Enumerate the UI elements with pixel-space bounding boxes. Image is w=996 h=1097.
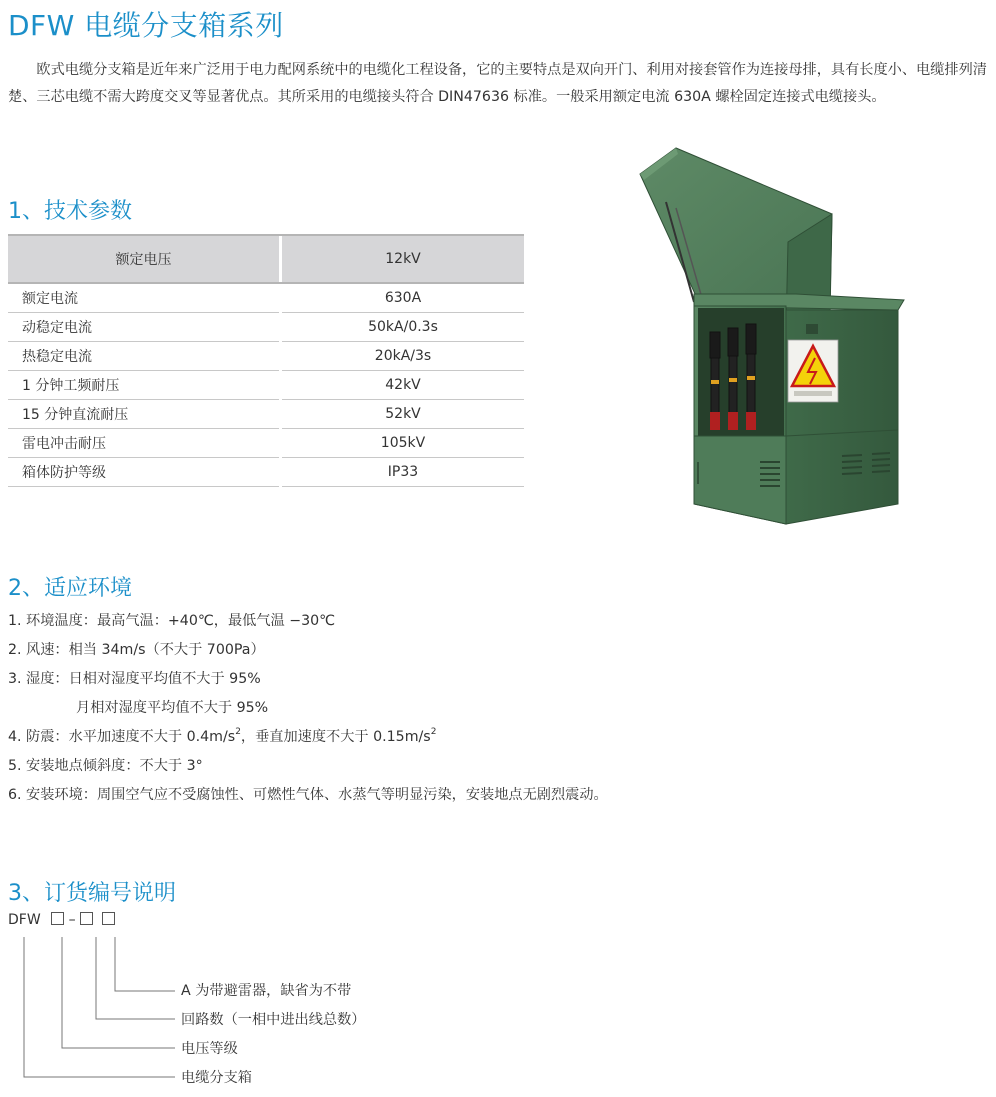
- spec-value: 12kV: [282, 235, 524, 283]
- spec-label: 箱体防护等级: [8, 458, 279, 487]
- list-item: 6. 安装环境：周围空气应不受腐蚀性、可燃性气体、水蒸气等明显污染，安装地点无剧烈震动。: [8, 787, 608, 803]
- code-dash: –: [68, 912, 76, 928]
- spec-value: 50kA/0.3s: [282, 313, 524, 342]
- list-item: 3. 湿度：日相对湿度平均值不大于 95%: [8, 671, 261, 687]
- section-heading-environment: 2、适应环境: [8, 576, 132, 601]
- spec-value: 42kV: [282, 371, 524, 400]
- spec-label: 动稳定电流: [8, 313, 279, 342]
- seismic-text-b: ，垂直加速度不大于 0.15m/s: [240, 729, 431, 745]
- spec-value: IP33: [282, 458, 524, 487]
- legend-item: 回路数（一相中进出线总数）: [181, 1012, 366, 1028]
- list-item: 5. 安装地点倾斜度：不大于 3°: [8, 758, 203, 774]
- list-item: 2. 风速：相当 34m/s（不大于 700Pa）: [8, 642, 265, 658]
- spec-value: 105kV: [282, 429, 524, 458]
- code-prefix: DFW: [8, 912, 41, 928]
- spec-value: 630A: [282, 283, 524, 313]
- superscript: 2: [430, 727, 437, 738]
- legend-item: 电缆分支箱: [181, 1070, 252, 1086]
- spec-label: 雷电冲击耐压: [8, 429, 279, 458]
- intro-text: 欧式电缆分支箱是近年来广泛用于电力配网系统中的电缆化工程设备，它的主要特点是双向开门、利用对接套管作为连接母排，具有长度小、电缆排列清楚、三芯电缆不需大跨度交叉等显著优点。其所采用的电缆接头符合 DIN47636 标准。一般采用额定电流 630A 螺栓固定连接式电缆接头。: [8, 62, 987, 105]
- spec-label: 额定电压: [8, 235, 279, 283]
- spec-label: 1 分钟工频耐压: [8, 371, 279, 400]
- legend-item: 电压等级: [181, 1041, 238, 1057]
- seismic-text-a: 4. 防震：水平加速度不大于 0.4m/s: [8, 729, 236, 745]
- list-item: 月相对湿度平均值不大于 95%: [76, 700, 269, 716]
- superscript: 2: [235, 727, 241, 738]
- legend-item: A 为带避雷器，缺省为不带: [181, 983, 352, 999]
- list-item: 1. 环境温度：最高气温：+40℃，最低气温 −30℃: [8, 613, 336, 629]
- spec-label: 热稳定电流: [8, 342, 279, 371]
- page-title: DFW 电缆分支箱系列: [8, 9, 284, 42]
- section-heading-specs: 1、技术参数: [8, 199, 132, 224]
- section-heading-order-code: 3、订货编号说明: [8, 881, 176, 906]
- spec-label: 15 分钟直流耐压: [8, 400, 279, 429]
- spec-label: 额定电流: [8, 283, 279, 313]
- spec-value: 52kV: [282, 400, 524, 429]
- spec-value: 20kA/3s: [282, 342, 524, 371]
